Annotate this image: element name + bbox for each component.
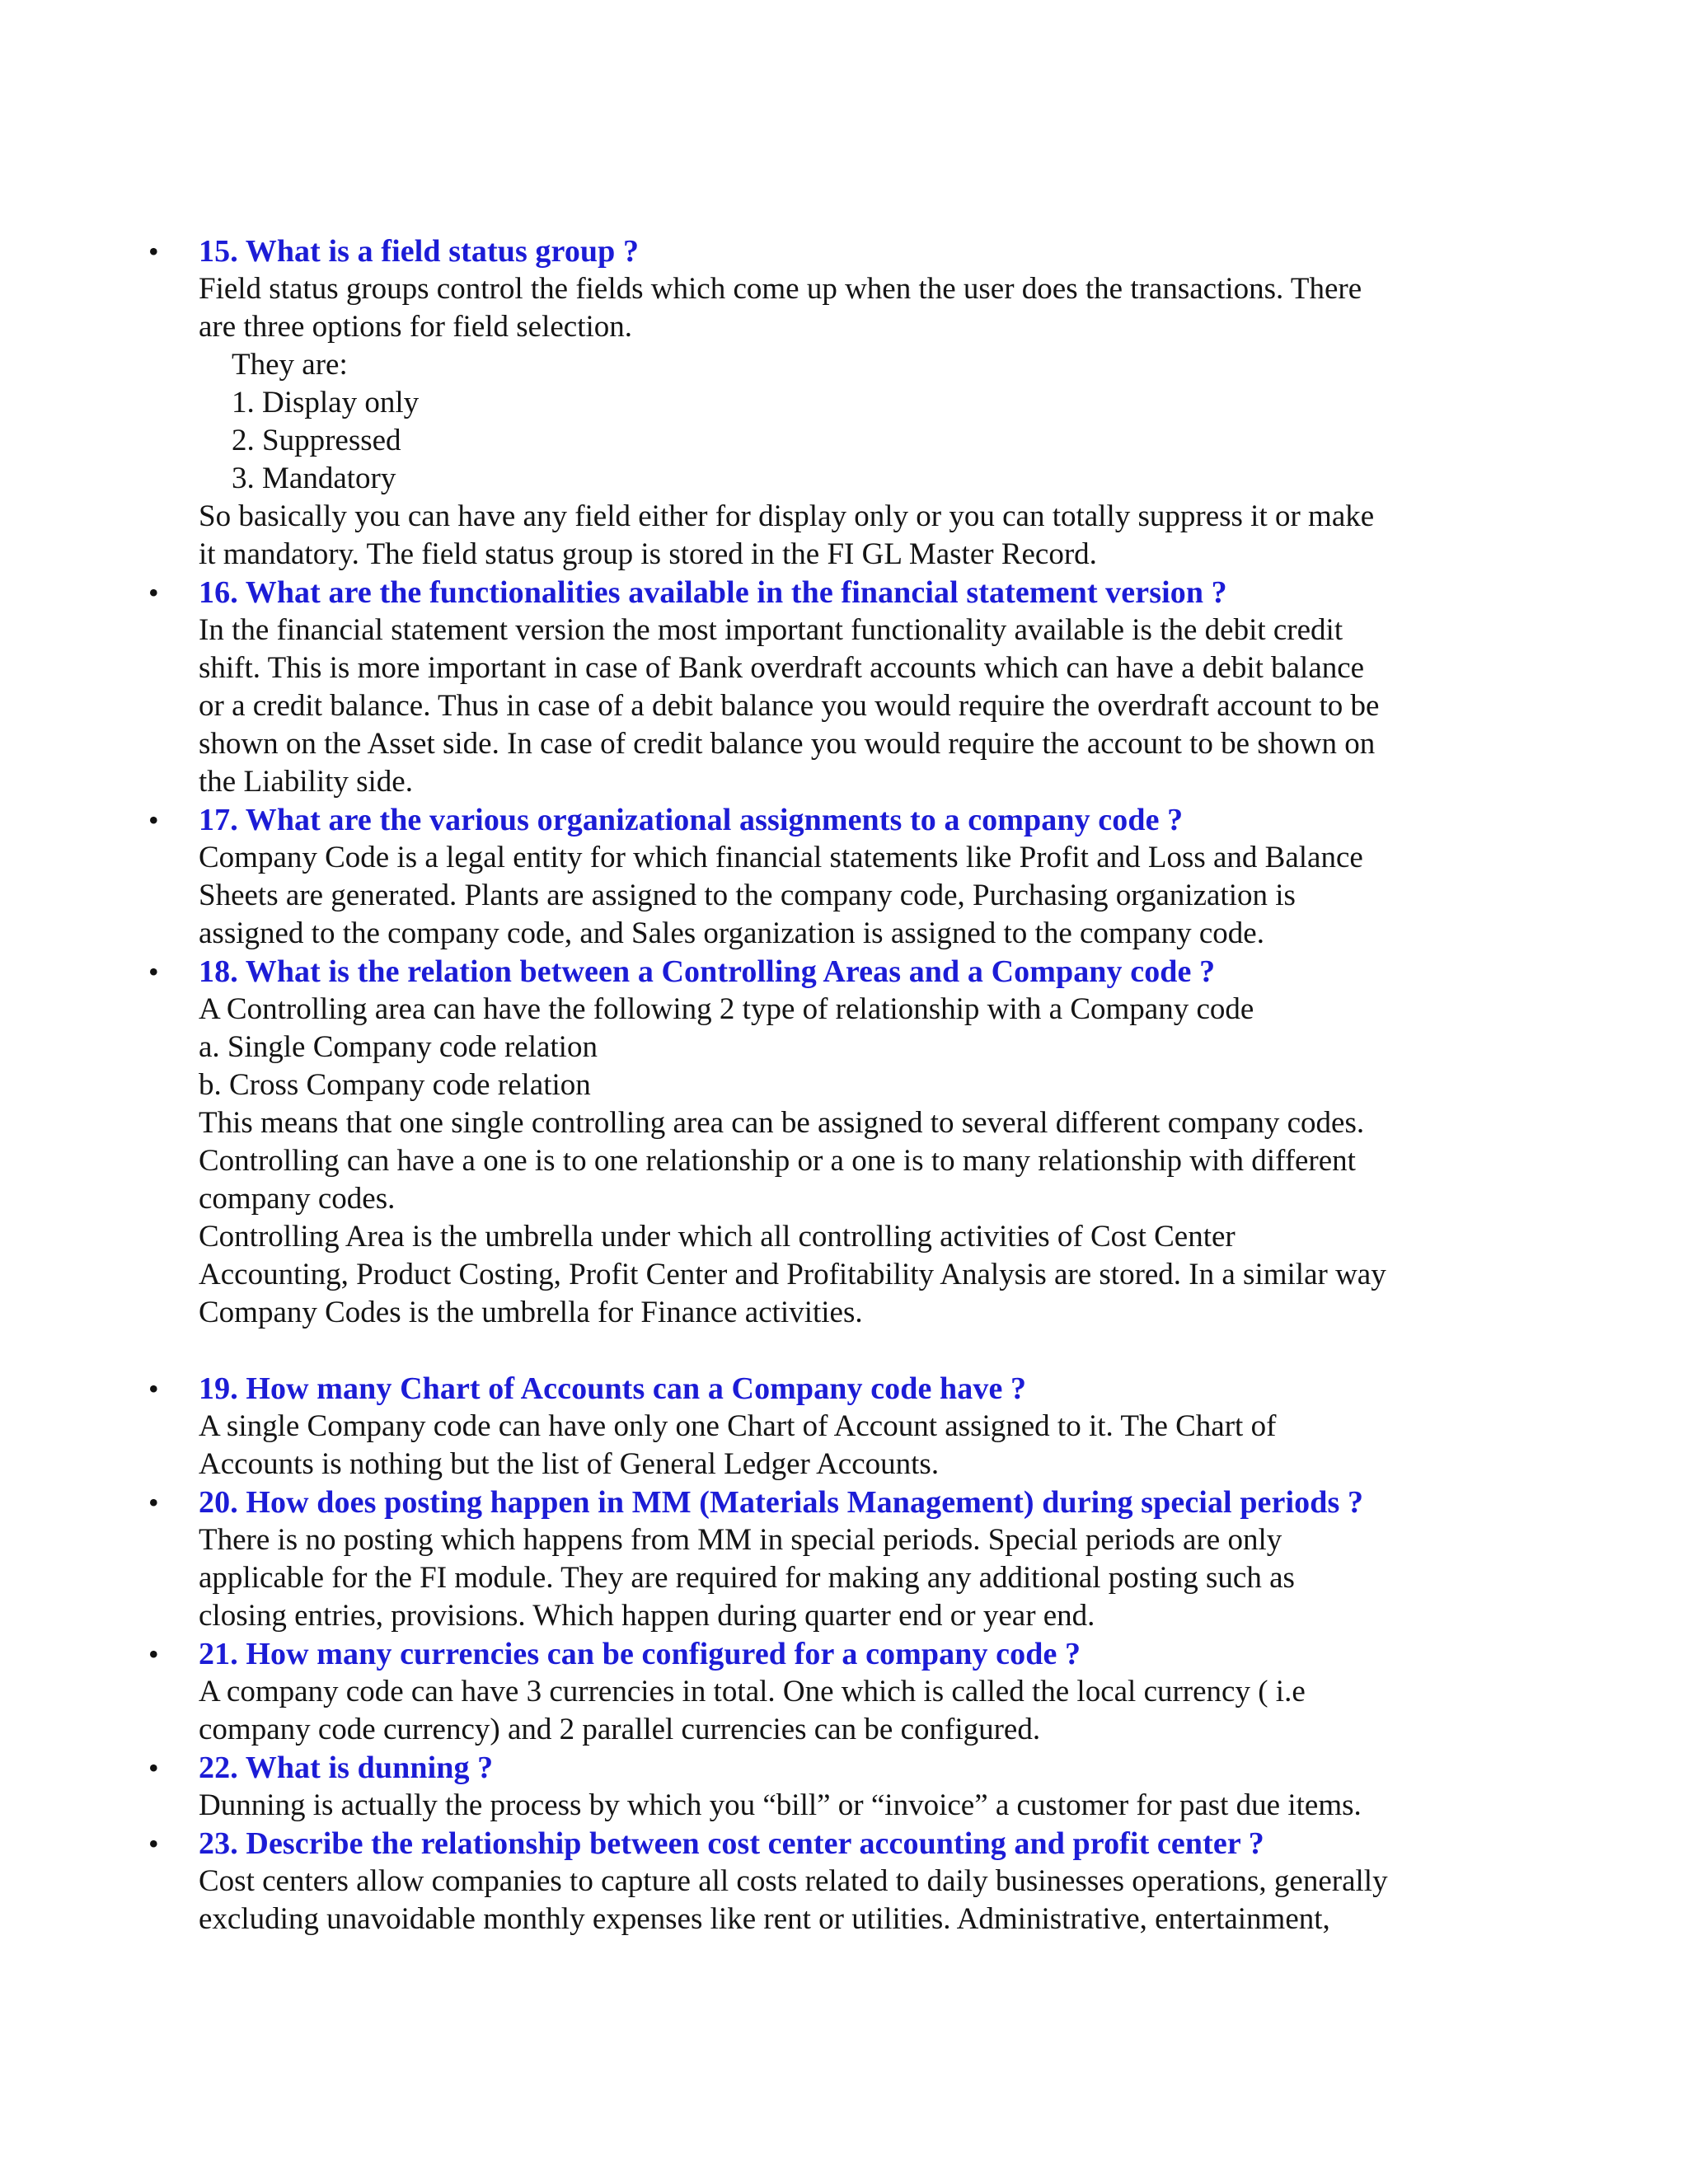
question-title: 17. What are the various organizational assignments to a company code ? (199, 803, 1184, 837)
bullet-icon: • (148, 1638, 159, 1671)
answer-line: company code currency) and 2 parallel currencies can be configured. (199, 1713, 1041, 1746)
bullet-icon: • (148, 804, 159, 837)
question-title: 21. How many currencies can be configured for a company code ? (199, 1637, 1081, 1671)
question-title: 16. What are the functionalities available in the financial statement version ? (199, 575, 1227, 610)
bullet-icon: • (148, 1372, 159, 1405)
question-list (0, 232, 1688, 1938)
answer-line: assigned to the company code, and Sales organization is assigned to the company code. (199, 916, 1264, 950)
bullet-icon: • (148, 576, 159, 609)
bullet-icon: • (148, 1486, 159, 1519)
answer-line: There is no posting which happens from MM in special periods. Special periods are only (199, 1523, 1282, 1557)
answer-line: Accounting, Product Costing, Profit Center and Profitability Analysis are stored. In a similar way (199, 1258, 1386, 1291)
question-title: 22. What is dunning ? (199, 1750, 494, 1785)
question-title: 15. What is a field status group ? (199, 234, 640, 269)
question-item-21 (0, 1635, 1688, 1749)
answer-list-item: 1. Display only (232, 386, 420, 419)
answer-line: A company code can have 3 currencies in total. One which is called the local currency ( i.e (199, 1675, 1306, 1708)
answer-line: A Controlling area can have the following 2 type of relationship with a Company code (199, 992, 1254, 1026)
question-title: 19. How many Chart of Accounts can a Company code have ? (199, 1371, 1027, 1406)
bullet-icon: • (148, 1827, 159, 1860)
answer-line: Cost centers allow companies to capture all costs related to daily businesses operations, generally (199, 1864, 1388, 1898)
answer-line: A single Company code can have only one Chart of Account assigned to it. The Chart of (199, 1409, 1277, 1443)
answer-list-item: 3. Mandatory (232, 462, 396, 495)
answer-line: applicable for the FI module. They are required for making any additional posting such as (199, 1561, 1295, 1595)
answer-line: excluding unavoidable monthly expenses like rent or utilities. Administrative, entertainment, (199, 1902, 1330, 1936)
bullet-icon: • (148, 1751, 159, 1784)
answer-line: or a credit balance. Thus in case of a debit balance you would require the overdraft account to be (199, 689, 1380, 723)
answer-line: They are: (232, 348, 348, 382)
answer-line: Dunning is actually the process by which you “bill” or “invoice” a customer for past due items. (199, 1788, 1362, 1822)
question-item-18 (0, 953, 1688, 1370)
question-item-22 (0, 1749, 1688, 1825)
question-item-19 (0, 1370, 1688, 1483)
answer-line: shift. This is more important in case of Bank overdraft accounts which can have a debit balance (199, 651, 1365, 685)
question-item-23 (0, 1825, 1688, 1938)
answer-list-item: a. Single Company code relation (199, 1030, 598, 1064)
answer-line: shown on the Asset side. In case of credit balance you would require the account to be shown on (199, 727, 1376, 761)
question-item-16 (0, 574, 1688, 801)
answer-line: Controlling can have a one is to one relationship or a one is to many relationship with different (199, 1144, 1356, 1178)
question-item-20 (0, 1483, 1688, 1635)
question-item-17 (0, 801, 1688, 953)
answer-line: Company Code is a legal entity for which financial statements like Profit and Loss and Balance (199, 841, 1363, 874)
question-title: 18. What is the relation between a Controlling Areas and a Company code ? (199, 954, 1216, 989)
answer-line: closing entries, provisions. Which happen during quarter end or year end. (199, 1599, 1095, 1633)
answer-list-item: b. Cross Company code relation (199, 1068, 591, 1102)
bullet-icon: • (148, 955, 159, 988)
answer-line: are three options for field selection. (199, 310, 633, 344)
answer-line: Company Codes is the umbrella for Finance activities. (199, 1296, 863, 1329)
answer-line: Controlling Area is the umbrella under which all controlling activities of Cost Center (199, 1220, 1236, 1254)
answer-line: company codes. (199, 1182, 396, 1216)
answer-line: In the financial statement version the most important functionality available is the debit credit (199, 613, 1343, 647)
answer-line: Field status groups control the fields which come up when the user does the transactions. There (199, 272, 1362, 306)
answer-line: the Liability side. (199, 765, 413, 799)
question-item-15 (0, 232, 1688, 574)
answer-line: This means that one single controlling area can be assigned to several different company codes. (199, 1106, 1365, 1140)
answer-list-item: 2. Suppressed (232, 424, 401, 457)
paragraph-spacer (199, 1332, 1564, 1370)
bullet-icon: • (148, 235, 159, 268)
answer-line: Accounts is nothing but the list of General Ledger Accounts. (199, 1447, 940, 1481)
answer-line: So basically you can have any field either for display only or you can totally suppress it or make (199, 499, 1375, 533)
answer-line: Sheets are generated. Plants are assigned to the company code, Purchasing organization is (199, 879, 1296, 912)
question-title: 23. Describe the relationship between cost center accounting and profit center ? (199, 1826, 1264, 1861)
question-title: 20. How does posting happen in MM (Materials Management) during special periods ? (199, 1485, 1364, 1520)
answer-line: it mandatory. The field status group is stored in the FI GL Master Record. (199, 537, 1097, 571)
